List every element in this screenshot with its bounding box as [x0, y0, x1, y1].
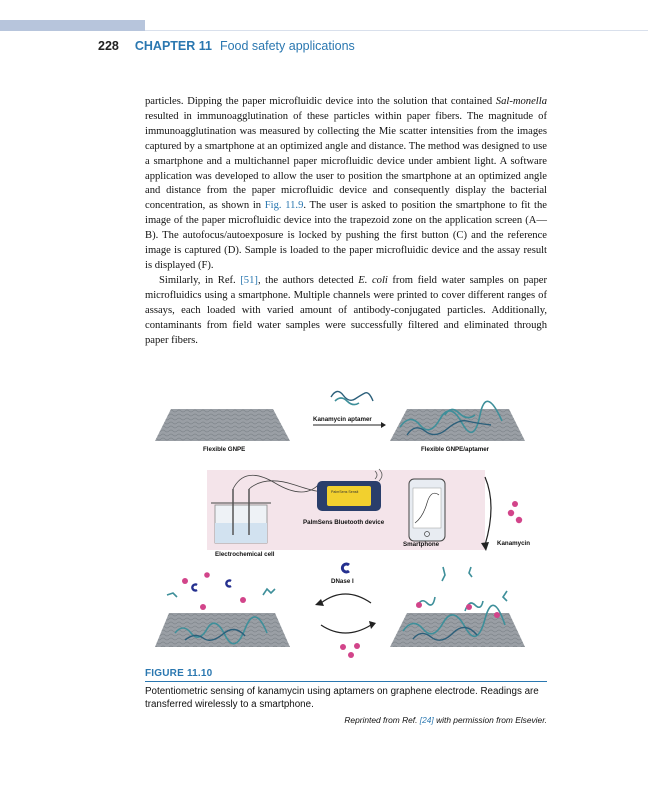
p2-text-3: from field water samples on paper microfluidics using a smartphone. Multiple channels were printed to cover different ranges of assays, each loaded with varied amount of antibody-conjugated particles. Additionally, contaminants from field water samples were successfully filtered and eliminated through paper fibers. — [145, 274, 548, 346]
citation-link-24[interactable]: [24] — [419, 715, 434, 725]
credit-text-2: with permission from Elsevier. — [433, 715, 547, 725]
page-number: 228 — [98, 39, 119, 53]
credit-text-1: Reprinted from Ref. — [344, 715, 420, 725]
figure-label: FIGURE 11.10 — [145, 668, 213, 679]
arrow-mid-lower — [321, 625, 371, 633]
citation-link-51[interactable]: [51] — [240, 274, 258, 286]
dnase-icon — [342, 564, 349, 572]
graphene-sheet-top-left — [155, 409, 290, 441]
p1-italic-salmonella: Sal-monella — [495, 96, 547, 107]
figure-caption: Potentiometric sensing of kanamycin using aptamers on graphene electrode. Readings are transferred wirelessly to a smartphone. — [145, 686, 539, 710]
label-gnpe: Flexible GNPE — [203, 446, 246, 453]
body-text — [145, 95, 547, 348]
p1-text-1: particles. Dipping the paper microfluidic device into the solution that contained — [145, 96, 496, 107]
paragraph-2 — [145, 274, 547, 349]
device-screen-text: PalmSens Sensit — [331, 490, 359, 494]
paragraph-1 — [145, 95, 547, 274]
p2-italic-ecoli: E. coli — [358, 274, 388, 286]
graphene-sheet-top-right — [390, 401, 525, 441]
label-kanamycin: Kanamycin — [497, 540, 531, 547]
smartphone — [409, 479, 445, 541]
label-cell: Electrochemical cell — [215, 551, 275, 558]
figure-reference-link[interactable]: Fig. 11.9 — [264, 200, 304, 212]
graphene-sheet-bottom-left — [155, 613, 290, 647]
p2-text-1: Similarly, in Ref. — [159, 274, 241, 286]
arrow-top — [381, 422, 386, 428]
arrow-right-curve — [485, 477, 491, 545]
header-rule — [145, 30, 648, 31]
p1-text-3: . The user is asked to position the smartphone to fit the image of the paper microfluidic device into the trapezoid zone on the application screen (A—B). The autofocus/autoexposure is locked by pushing the first button (C) and the reference image is captured (D). Sample is loaded to the paper microfluidic device and the assay result is displayed (F). — [145, 200, 547, 271]
p1-text-2: resulted in immunoagglutination of these particles within paper fibers. The magnitude of immunoagglutination was measured by collecting the Mie scatter intensities from the images captured by a smartphone at an optimized angle and distance. The method was designed to use a smartphone and a multichannel paper microfluidic device under ambient light. A software application was developed to allow the user to position the smartphone at an optimized angle and distance from the paper microfluidic device and consequently display the bacterial concentration, as shown in — [145, 110, 547, 212]
label-dnase: DNase I — [331, 578, 354, 585]
label-aptamer: Kanamycin aptamer — [313, 416, 372, 423]
graphene-sheet-bottom-right — [390, 597, 525, 647]
figure-credit — [145, 715, 547, 725]
figure-illustration — [145, 385, 547, 665]
label-palmsens: PalmSens Bluetooth device — [303, 519, 385, 526]
figure-svg — [145, 385, 547, 665]
label-gnpe-aptamer: Flexible GNPE/aptamer — [421, 446, 490, 453]
chapter-label: CHAPTER 11 — [134, 39, 212, 53]
header-accent-bar — [0, 20, 145, 31]
p2-text-2: , the authors detected — [257, 274, 359, 286]
arrow-mid-upper — [321, 594, 371, 603]
label-smartphone: Smartphone — [403, 541, 440, 548]
running-header — [98, 37, 355, 53]
kanamycin-molecule — [508, 510, 514, 516]
chapter-title: Food safety applications — [219, 39, 355, 53]
figure-label-rule — [145, 681, 547, 682]
